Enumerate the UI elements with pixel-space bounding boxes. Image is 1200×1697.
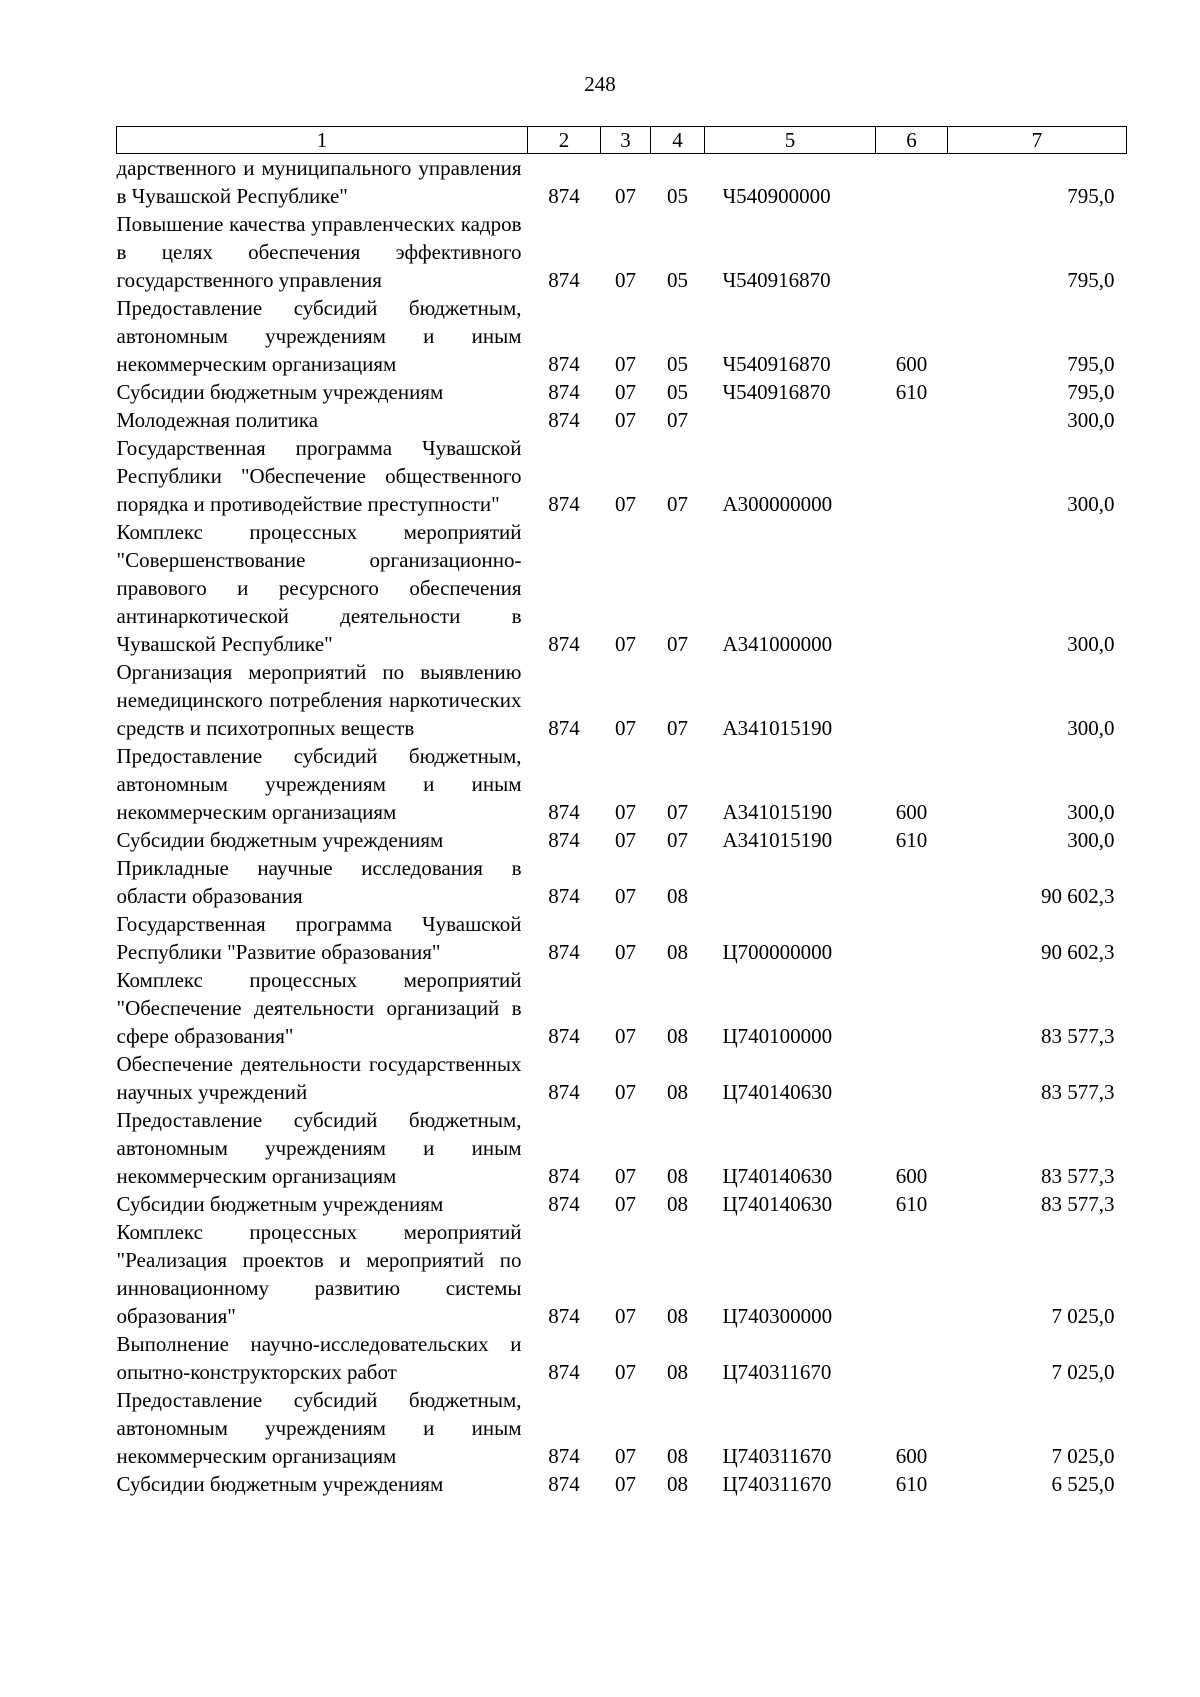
row-target-article-cell: А341000000 — [722, 632, 833, 656]
row-expense-type-cell: 610 — [895, 1472, 928, 1496]
row-amount-cell: 300,0 — [1067, 828, 1115, 852]
row-name-cell: Комплекс процессных мероприятий "Обеспечение деятельности организаций в сфере образования" — [116, 968, 522, 1048]
row-grbs-cell: 874 — [548, 1024, 580, 1048]
page-number: 248 — [584, 72, 616, 96]
row-subsection-cell: 07 — [667, 716, 688, 740]
row-amount-cell: 83 577,3 — [1041, 1164, 1115, 1188]
row-subsection-cell: 05 — [667, 352, 688, 376]
row-amount-cell: 300,0 — [1067, 716, 1115, 740]
row-amount-cell: 83 577,3 — [1041, 1192, 1115, 1216]
table-row — [117, 378, 1127, 406]
row-grbs-cell: 874 — [548, 828, 580, 852]
row-subsection-cell: 08 — [667, 884, 688, 908]
row-grbs-cell: 874 — [548, 1080, 580, 1104]
row-subsection-cell: 05 — [667, 268, 688, 292]
row-expense-type-cell: 610 — [895, 828, 928, 852]
row-name-cell: Субсидии бюджетным учреждениям — [116, 828, 444, 852]
column-header-5: 5 — [705, 127, 876, 154]
row-target-article-cell: Ч540916870 — [722, 352, 831, 376]
row-expense-type-cell — [876, 154, 948, 211]
row-subsection-cell: 08 — [667, 1304, 688, 1328]
row-amount-cell: 7 025,0 — [1051, 1304, 1115, 1328]
row-expense-type-cell: 600 — [895, 1444, 928, 1468]
row-target-article-cell: Ц700000000 — [722, 940, 833, 964]
row-amount-cell: 83 577,3 — [1041, 1024, 1115, 1048]
table-row — [117, 434, 1127, 518]
row-subsection-cell: 08 — [667, 1360, 688, 1384]
row-section-cell: 07 — [615, 1360, 636, 1384]
row-section-cell: 07 — [615, 380, 636, 404]
row-section-cell: 07 — [615, 940, 636, 964]
row-section-cell: 07 — [615, 1164, 636, 1188]
row-expense-type-cell — [876, 518, 948, 658]
table-row — [117, 966, 1127, 1050]
row-subsection-cell: 08 — [667, 1080, 688, 1104]
row-name-cell: Предоставление субсидий бюджетным, автономным учреждениям и иным некоммерческим организациям — [116, 744, 522, 824]
row-name-cell: Субсидии бюджетным учреждениям — [116, 1472, 444, 1496]
row-section-cell: 07 — [615, 492, 636, 516]
row-amount-cell: 795,0 — [1067, 184, 1115, 208]
row-expense-type-cell: 600 — [895, 1164, 928, 1188]
row-target-article-cell: А341015190 — [722, 716, 833, 740]
row-section-cell: 07 — [615, 352, 636, 376]
row-grbs-cell: 874 — [548, 1444, 580, 1468]
row-section-cell: 07 — [615, 828, 636, 852]
row-grbs-cell: 874 — [548, 716, 580, 740]
row-name-cell: Субсидии бюджетным учреждениям — [116, 380, 444, 404]
row-amount-cell: 300,0 — [1067, 800, 1115, 824]
row-amount-cell: 90 602,3 — [1041, 940, 1115, 964]
row-name-cell: Предоставление субсидий бюджетным, автономным учреждениям и иным некоммерческим организациям — [116, 1108, 522, 1188]
row-expense-type-cell — [876, 210, 948, 294]
column-header-1: 1 — [117, 127, 528, 154]
row-subsection-cell: 07 — [667, 408, 688, 432]
row-grbs-cell: 874 — [548, 408, 580, 432]
row-expense-type-cell — [876, 434, 948, 518]
row-section-cell: 07 — [615, 800, 636, 824]
row-amount-cell: 795,0 — [1067, 268, 1115, 292]
row-expense-type-cell: 600 — [895, 352, 928, 376]
table-row — [117, 1190, 1127, 1218]
row-amount-cell: 300,0 — [1067, 632, 1115, 656]
row-grbs-cell: 874 — [548, 1472, 580, 1496]
table-row — [117, 910, 1127, 966]
row-grbs-cell: 874 — [548, 1192, 580, 1216]
row-name-cell: Государственная программа Чувашской Республики "Развитие образования" — [116, 912, 522, 964]
row-section-cell: 07 — [615, 408, 636, 432]
row-amount-cell: 6 525,0 — [1051, 1472, 1115, 1496]
row-target-article-cell: А300000000 — [722, 492, 833, 516]
table-row — [117, 854, 1127, 910]
table-row — [117, 826, 1127, 854]
row-section-cell: 07 — [615, 632, 636, 656]
row-target-article-cell: Ч540916870 — [722, 380, 831, 404]
table-header — [117, 127, 1127, 154]
row-name-cell: Комплекс процессных мероприятий "Совершенствование организационно-правового и ресурсного обеспечения антинаркотической деятельности в Чувашской Республике" — [116, 520, 522, 656]
row-grbs-cell: 874 — [548, 268, 580, 292]
row-subsection-cell: 08 — [667, 1024, 688, 1048]
row-name-cell: Повышение качества управленческих кадров в целях обеспечения эффективного государственного управления — [116, 212, 522, 292]
table-body — [117, 154, 1127, 1499]
row-section-cell: 07 — [615, 1192, 636, 1216]
row-subsection-cell: 07 — [667, 632, 688, 656]
row-expense-type-cell — [876, 854, 948, 910]
row-section-cell: 07 — [615, 1080, 636, 1104]
row-section-cell: 07 — [615, 1444, 636, 1468]
row-grbs-cell: 874 — [548, 184, 580, 208]
row-target-article-cell: Ц740311670 — [722, 1472, 832, 1496]
row-name-cell: Государственная программа Чувашской Республики "Обеспечение общественного порядка и противодействие преступности" — [116, 436, 522, 516]
row-section-cell: 07 — [615, 1304, 636, 1328]
row-subsection-cell: 07 — [667, 492, 688, 516]
row-name-cell: Выполнение научно-исследовательских и опытно-конструкторских работ — [116, 1332, 522, 1384]
row-grbs-cell: 874 — [548, 1304, 580, 1328]
row-amount-cell: 795,0 — [1067, 352, 1115, 376]
row-name-cell: Организация мероприятий по выявлению немедицинского потребления наркотических средств и психотропных веществ — [116, 660, 522, 740]
column-header-4: 4 — [651, 127, 705, 154]
row-amount-cell: 83 577,3 — [1041, 1080, 1115, 1104]
row-section-cell: 07 — [615, 1024, 636, 1048]
table-row — [117, 1470, 1127, 1498]
row-name-cell: Комплекс процессных мероприятий "Реализация проектов и мероприятий по инновационному развитию системы образования" — [116, 1220, 522, 1328]
row-target-article-cell: Ц740300000 — [722, 1304, 833, 1328]
header-row — [117, 127, 1127, 154]
row-target-article-cell: Ч540900000 — [722, 184, 831, 208]
row-target-article-cell: Ц740140630 — [722, 1080, 833, 1104]
row-section-cell: 07 — [615, 884, 636, 908]
row-grbs-cell: 874 — [548, 1164, 580, 1188]
row-target-article-cell: Ц740311670 — [722, 1360, 832, 1384]
row-target-article-cell: Ц740140630 — [722, 1164, 833, 1188]
row-amount-cell: 90 602,3 — [1041, 884, 1115, 908]
row-expense-type-cell — [876, 406, 948, 434]
row-grbs-cell: 874 — [548, 884, 580, 908]
row-name-cell: Обеспечение деятельности государственных научных учреждений — [116, 1052, 522, 1104]
row-expense-type-cell — [876, 1050, 948, 1106]
row-grbs-cell: 874 — [548, 380, 580, 404]
column-header-3: 3 — [601, 127, 651, 154]
row-target-article-cell — [705, 406, 876, 434]
row-grbs-cell: 874 — [548, 632, 580, 656]
table-row — [117, 1386, 1127, 1470]
table-row — [117, 406, 1127, 434]
table-row — [117, 1106, 1127, 1190]
table-row — [117, 658, 1127, 742]
row-target-article-cell: Ц740311670 — [722, 1444, 832, 1468]
row-name-cell: Прикладные научные исследования в области образования — [116, 856, 522, 908]
row-amount-cell: 300,0 — [1067, 492, 1115, 516]
table-row — [117, 154, 1127, 211]
table-row — [117, 1218, 1127, 1330]
row-target-article-cell: А341015190 — [722, 800, 833, 824]
row-subsection-cell: 05 — [667, 184, 688, 208]
row-section-cell: 07 — [615, 716, 636, 740]
row-grbs-cell: 874 — [548, 940, 580, 964]
row-target-article-cell: Ц740140630 — [722, 1192, 833, 1216]
row-amount-cell: 300,0 — [1067, 408, 1115, 432]
row-subsection-cell: 07 — [667, 800, 688, 824]
row-subsection-cell: 08 — [667, 1472, 688, 1496]
row-grbs-cell: 874 — [548, 800, 580, 824]
row-target-article-cell: А341015190 — [722, 828, 833, 852]
column-header-7: 7 — [948, 127, 1127, 154]
table-row — [117, 742, 1127, 826]
row-amount-cell: 7 025,0 — [1051, 1444, 1115, 1468]
budget-table — [116, 126, 1127, 1498]
row-section-cell: 07 — [615, 184, 636, 208]
column-header-6: 6 — [876, 127, 948, 154]
row-name-cell: Предоставление субсидий бюджетным, автономным учреждениям и иным некоммерческим организациям — [116, 1388, 522, 1468]
row-name-cell: Молодежная политика — [116, 408, 319, 432]
row-amount-cell: 795,0 — [1067, 380, 1115, 404]
row-section-cell: 07 — [615, 1472, 636, 1496]
row-subsection-cell: 08 — [667, 940, 688, 964]
table-row — [117, 518, 1127, 658]
row-expense-type-cell: 610 — [895, 1192, 928, 1216]
row-expense-type-cell — [876, 658, 948, 742]
row-expense-type-cell: 610 — [895, 380, 928, 404]
row-grbs-cell: 874 — [548, 1360, 580, 1384]
row-expense-type-cell — [876, 1330, 948, 1386]
table-row — [117, 1050, 1127, 1106]
table-row — [117, 210, 1127, 294]
row-section-cell: 07 — [615, 268, 636, 292]
row-expense-type-cell — [876, 966, 948, 1050]
row-grbs-cell: 874 — [548, 492, 580, 516]
row-subsection-cell: 08 — [667, 1164, 688, 1188]
table-row — [117, 294, 1127, 378]
row-grbs-cell: 874 — [548, 352, 580, 376]
table-row — [117, 1330, 1127, 1386]
column-header-2: 2 — [528, 127, 601, 154]
row-subsection-cell: 05 — [667, 380, 688, 404]
row-expense-type-cell — [876, 910, 948, 966]
row-amount-cell: 7 025,0 — [1051, 1360, 1115, 1384]
row-target-article-cell: Ч540916870 — [722, 268, 831, 292]
row-name-cell: дарственного и муниципального управления в Чувашской Республике" — [116, 156, 522, 208]
row-target-article-cell — [705, 854, 876, 910]
row-target-article-cell: Ц740100000 — [722, 1024, 833, 1048]
row-subsection-cell: 08 — [667, 1444, 688, 1468]
row-name-cell: Субсидии бюджетным учреждениям — [116, 1192, 444, 1216]
row-subsection-cell: 08 — [667, 1192, 688, 1216]
row-expense-type-cell: 600 — [895, 800, 928, 824]
row-name-cell: Предоставление субсидий бюджетным, автономным учреждениям и иным некоммерческим организациям — [116, 296, 522, 376]
row-expense-type-cell — [876, 1218, 948, 1330]
row-subsection-cell: 07 — [667, 828, 688, 852]
